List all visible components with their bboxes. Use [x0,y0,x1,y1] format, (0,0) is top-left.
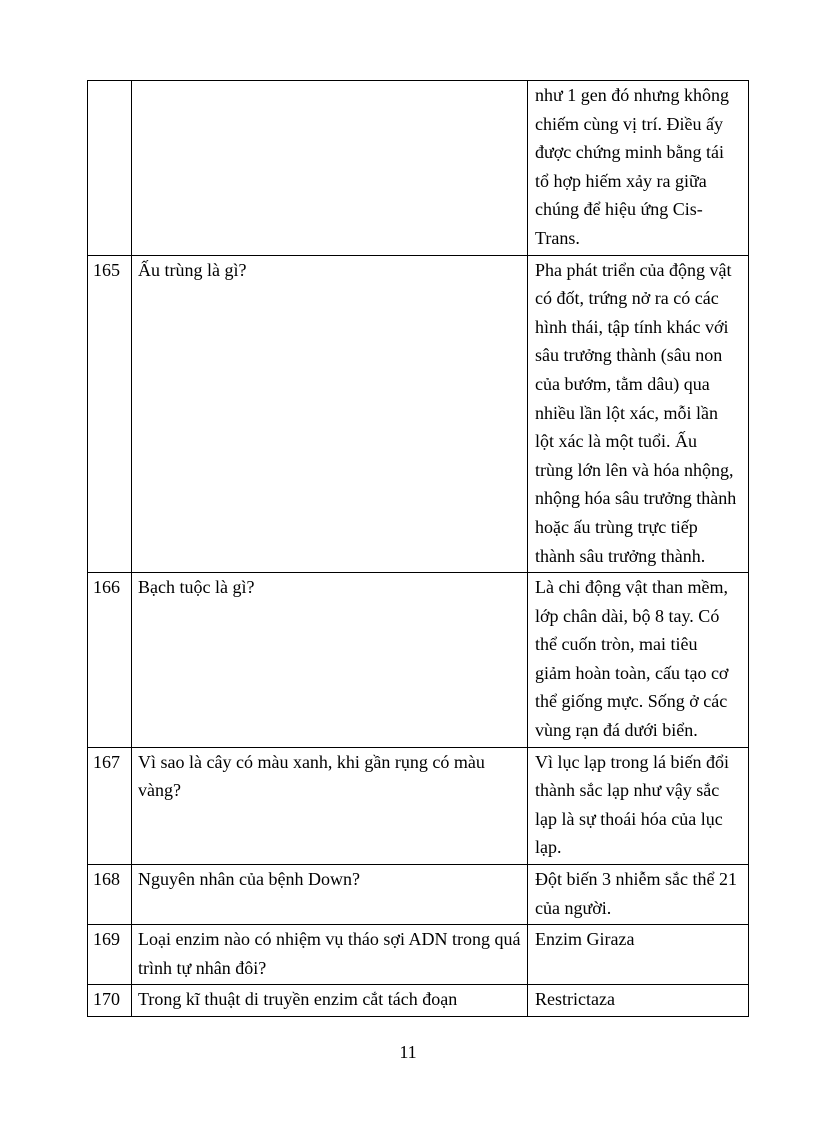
answer-line: chúng để hiệu ứng Cis- [535,199,703,220]
row-number: 166 [88,573,132,748]
answer-line: hoặc ấu trùng trực tiếp [535,516,698,537]
row-number: 167 [88,747,132,864]
question-cell: Vì sao là cây có màu xanh, khi gần rụng có màu vàng? [132,747,528,864]
answer-line: thể giống mực. Sống ở các [535,691,728,712]
answer-line: hình thái, tập tính khác với [535,316,729,337]
answer-line: thành sâu trưởng thành. [535,545,706,566]
table-row [88,747,749,864]
answer-line: Enzim Giraza [535,929,635,950]
answer-line: sâu trưởng thành (sâu non [535,345,723,366]
answer-cell [528,925,749,985]
answer-line: Vì lục lạp trong lá biến đổi [535,751,729,772]
row-number: 165 [88,255,132,573]
answer-line: tổ hợp hiếm xảy ra giữa [535,170,707,191]
qa-table [87,80,749,1017]
answer-cell [528,985,749,1017]
answer-line: Đột biến 3 nhiễm sắc thể 21 [535,869,737,890]
row-number: 168 [88,865,132,925]
page-number: 11 [399,1042,417,1062]
answer-line: thành sắc lạp như vậy sắc [535,780,720,801]
answer-cell [528,81,749,256]
table-row [88,925,749,985]
question-cell: Trong kĩ thuật di truyền enzim cắt tách đoạn [132,985,528,1017]
row-number: 169 [88,925,132,985]
answer-line: nhiều lần lột xác, mỗi lần [535,402,718,423]
table-row [88,573,749,748]
answer-line: nhộng hóa sâu trưởng thành [535,488,737,509]
question-cell: Loại enzim nào có nhiệm vụ tháo sợi ADN trong quá trình tự nhân đôi? [132,925,528,985]
answer-line: của bướm, tằm dâu) qua [535,373,710,394]
question-cell [132,81,528,256]
question-cell: Bạch tuộc là gì? [132,573,528,748]
row-number: 170 [88,985,132,1017]
answer-cell [528,747,749,864]
answer-line: chiếm cùng vị trí. Điều ấy [535,113,723,134]
answer-cell [528,573,749,748]
answer-line: Là chi động vật than mềm, [535,577,728,598]
qa-table-body [88,81,749,1017]
answer-line: vùng rạn đá dưới biển. [535,720,698,741]
answer-line: lạp là sự thoái hóa của lục [535,808,723,829]
answer-line: Restrictaza [535,989,615,1010]
answer-line: Trans. [535,227,580,248]
table-row [88,81,749,256]
answer-line: lớp chân dài, bộ 8 tay. Có [535,605,720,626]
table-row [88,865,749,925]
answer-cell [528,865,749,925]
answer-line: của người. [535,897,612,918]
answer-line: thể cuốn tròn, mai tiêu [535,634,698,655]
answer-line: được chứng minh bằng tái [535,142,724,163]
answer-line: có đốt, trứng nở ra có các [535,288,719,309]
answer-cell [528,255,749,573]
answer-line: lạp. [535,837,562,858]
answer-line: lột xác là một tuổi. Ấu [535,431,697,452]
answer-line: giảm hoàn toàn, cấu tạo cơ [535,662,729,683]
table-row [88,255,749,573]
answer-line: trùng lớn lên và hóa nhộng, [535,459,734,480]
table-row [88,985,749,1017]
question-cell: Nguyên nhân của bệnh Down? [132,865,528,925]
answer-line: Pha phát triển của động vật [535,259,732,280]
question-cell: Ấu trùng là gì? [132,255,528,573]
row-number [88,81,132,256]
answer-line: như 1 gen đó nhưng không [535,85,730,105]
